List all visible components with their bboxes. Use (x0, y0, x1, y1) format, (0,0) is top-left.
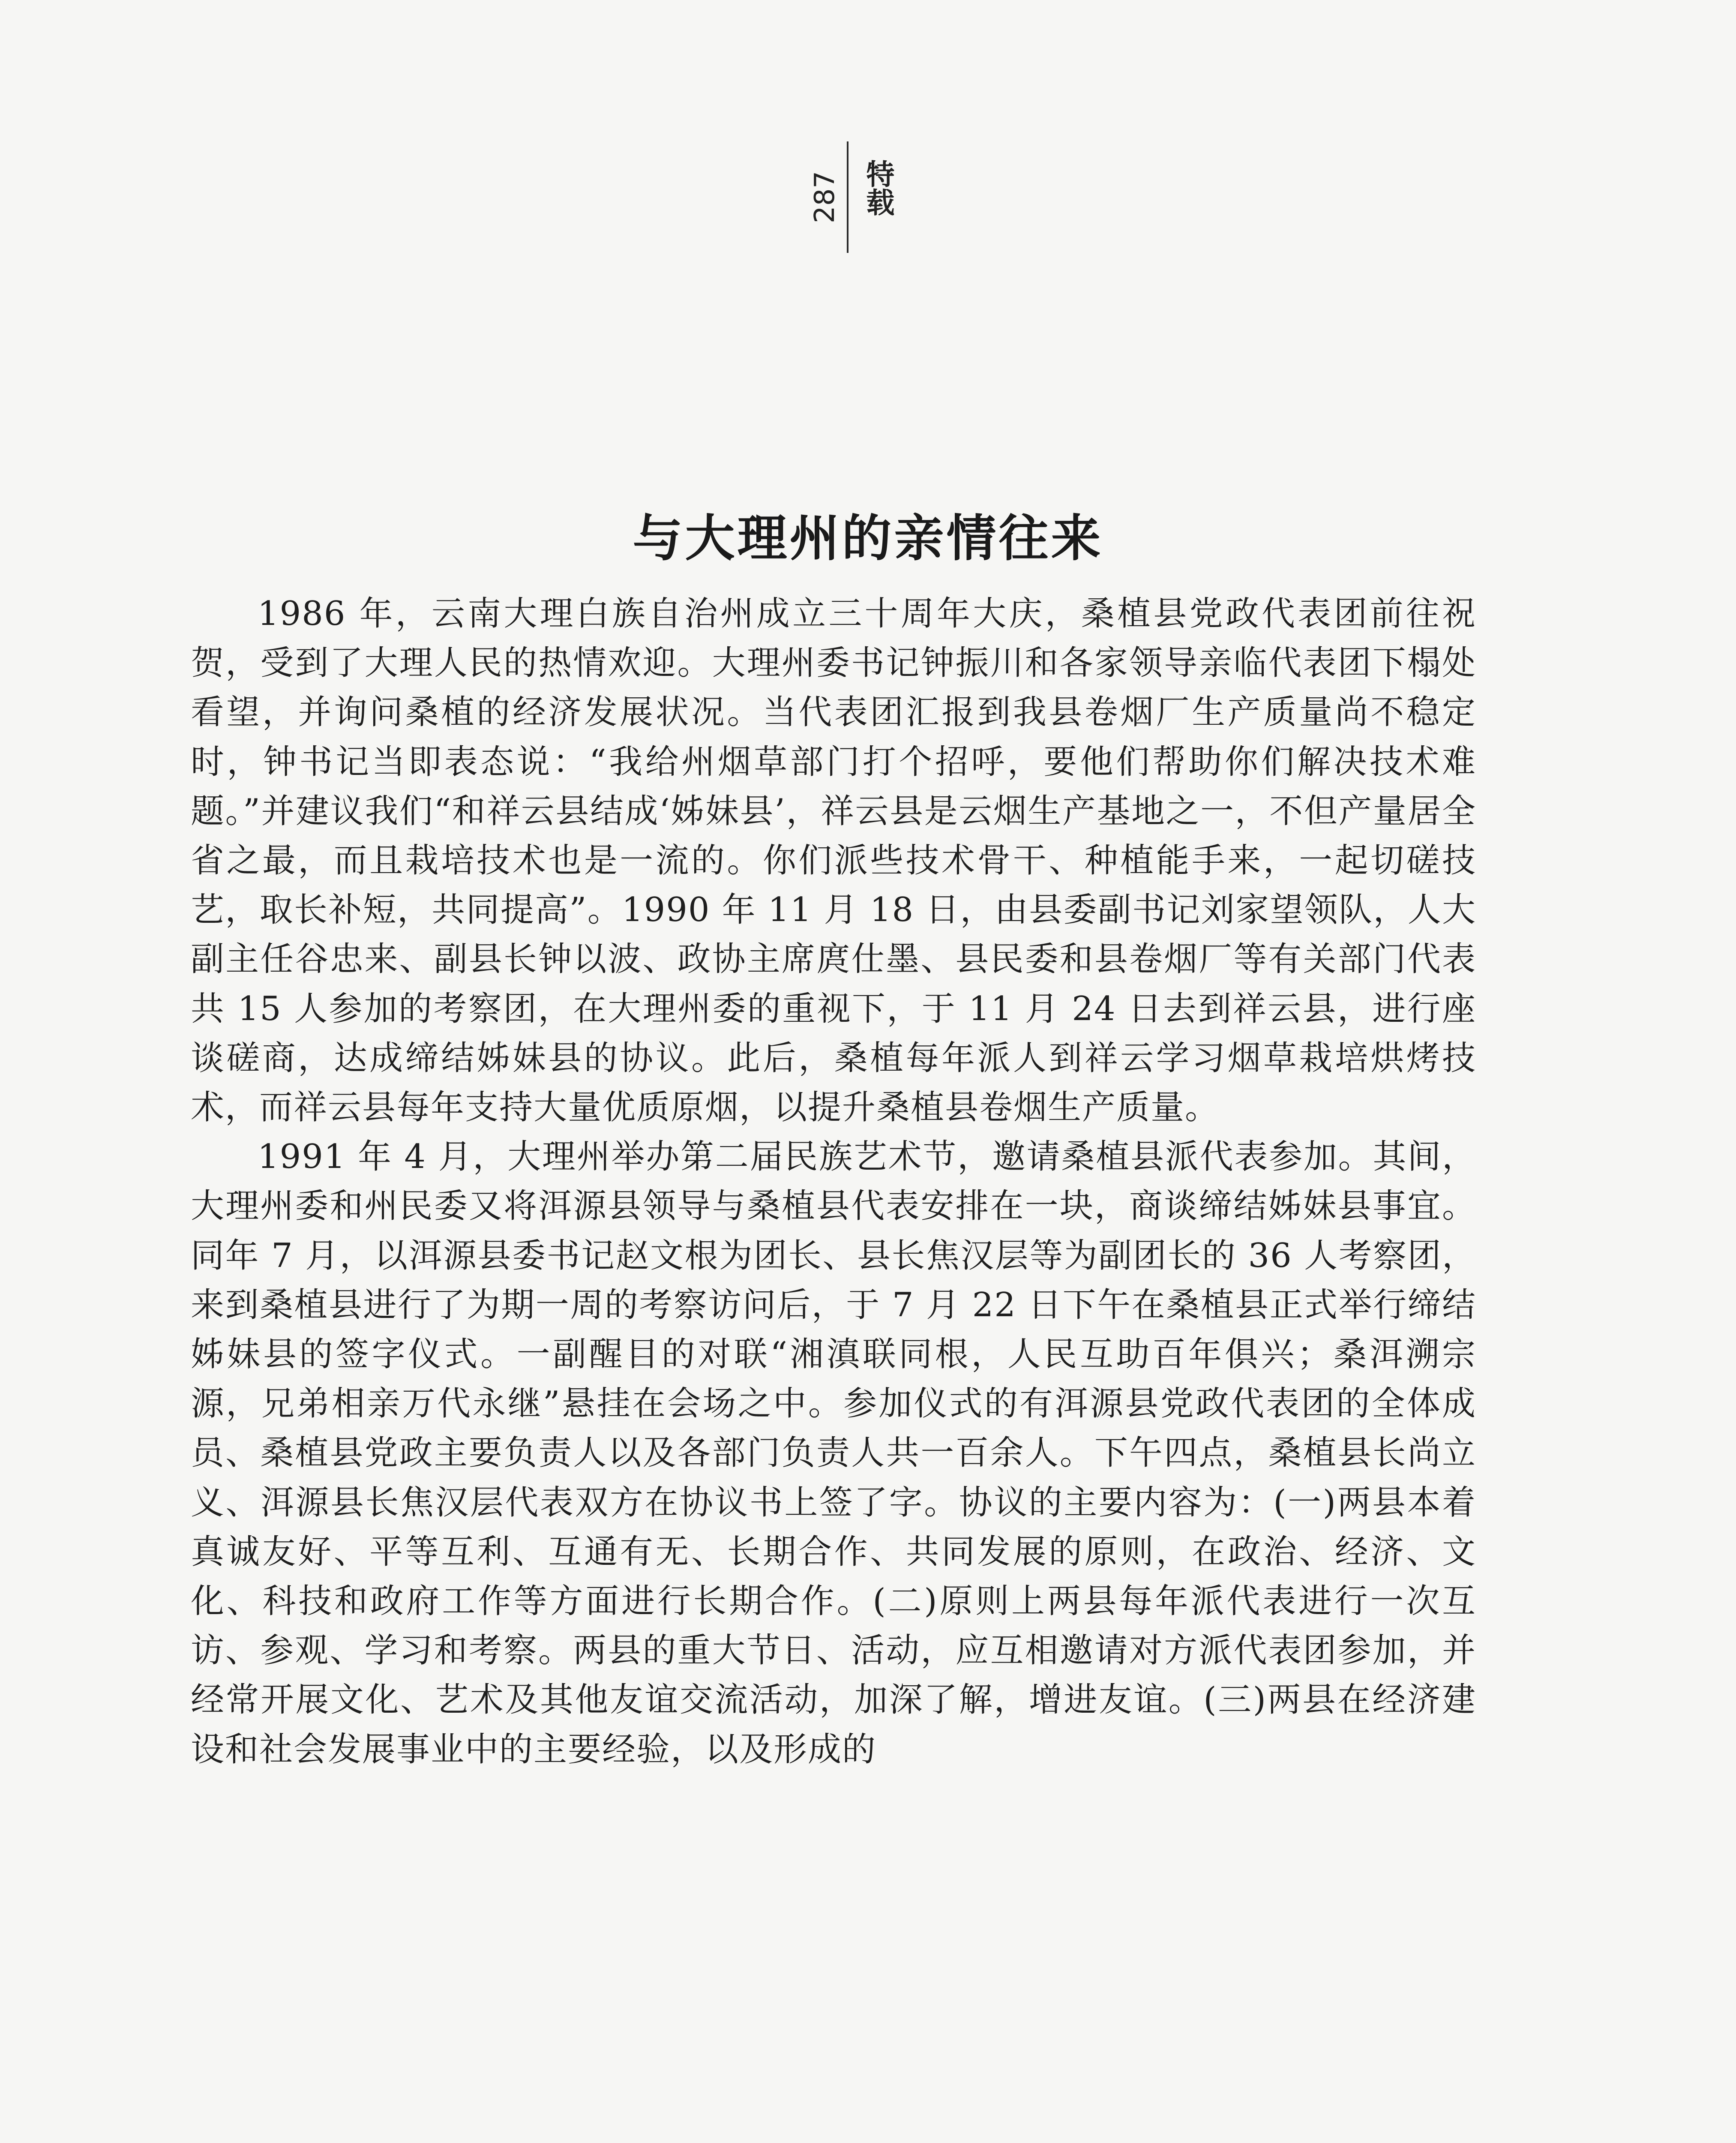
page-number: 287 (809, 171, 841, 224)
paragraph: 1991 年 4 月，大理州举办第二届民族艺术节，邀请桑植县派代表参加。其间，大理州委和州民委又将洱源县领导与桑植县代表安排在一块，商谈缔结姊妹县事宜。同年 7 月，以洱源县委书记赵文根为团长、县长焦汉层等为副团长的 36 人考察团，来到桑植县进行了为期一周的考察访问后，于 7 月 22 日下午在桑植县正式举行缔结姊妹县的签字仪式。一副醒目的对联“湘滇联同根，人民互助百年俱兴；桑洱溯宗源，兄弟相亲万代永继”悬挂在会场之中。参加仪式的有洱源县党政代表团的全体成员、桑植县党政主要负责人以及各部门负责人共一百余人。下午四点，桑植县长尚立义、洱源县长焦汉层代表双方在协议书上签了字。协议的主要内容为：(一)两县本着真诚友好、平等互利、互通有无、长期合作、共同发展的原则，在政治、经济、文化、科技和政府工作等方面进行长期合作。(二)原则上两县每年派代表进行一次互访、参观、学习和考察。两县的重大节日、活动，应互相邀请对方派代表团参加，并经常开展文化、艺术及其他友谊交流活动，加深了解，增进友谊。(三)两县在经济建设和社会发展事业中的主要经验，以及形成的 (191, 1138, 1476, 1769)
section-label: 特载 (861, 159, 894, 216)
header-divider (847, 141, 849, 253)
paragraph: 1986 年，云南大理白族自治州成立三十周年大庆，桑植县党政代表团前往祝贺，受到了大理人民的热情欢迎。大理州委书记钟振川和各家领导亲临代表团下榻处看望，并询问桑植的经济发展状况。当代表团汇报到我县卷烟厂生产质量尚不稳定时，钟书记当即表态说：“我给州烟草部门打个招呼，要他们帮助你们解决技术难题。”并建议我们“和祥云县结成‘姊妹县’，祥云县是云烟生产基地之一，不但产量居全省之最，而且栽培技术也是一流的。你们派些技术骨干、种植能手来，一起切磋技艺，取长补短，共同提高”。1990 年 11 月 18 日，由县委副书记刘家望领队，人大副主任谷忠来、副县长钟以波、政协主席庹仕墨、县民委和县卷烟厂等有关部门代表共 15 人参加的考察团，在大理州委的重视下，于 11 月 24 日去到祥云县，进行座谈磋商，达成缔结姊妹县的协议。此后，桑植每年派人到祥云学习烟草栽培烘烤技术，而祥云县每年支持大量优质原烟，以提升桑植县卷烟生产质量。 (191, 594, 1476, 1127)
article-body (191, 589, 1476, 1774)
article-title: 与大理州的亲情往来 (633, 509, 1103, 567)
